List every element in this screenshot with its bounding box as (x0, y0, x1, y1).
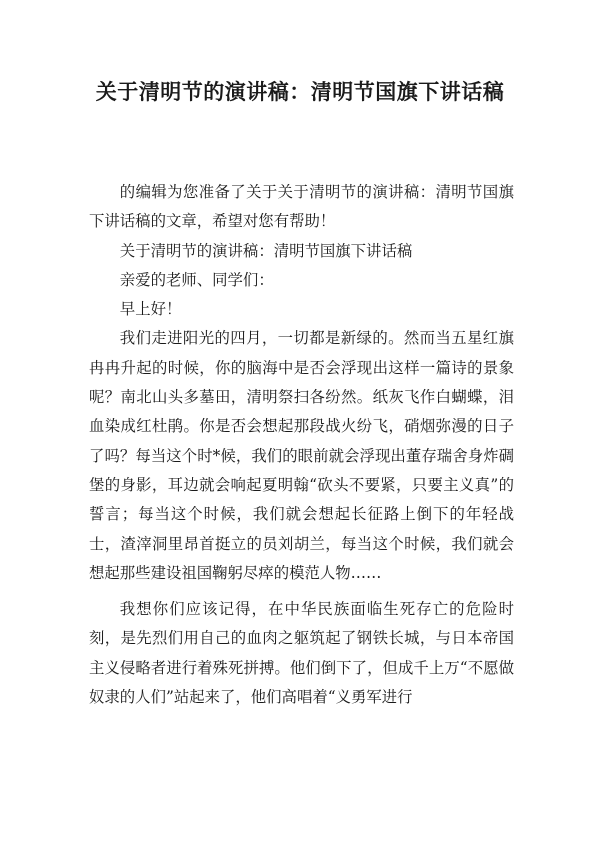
document-body (89, 178, 514, 712)
subtitle-paragraph: 关于清明节的演讲稿：清明节国旗下讲话稿 (119, 241, 413, 260)
greeting-paragraph: 早上好！ (119, 300, 182, 319)
body-paragraph: 我想你们应该记得，在中华民族面临生死存亡的危险时刻，是先烈们用自己的血肉之躯筑起了钢铁长城，与日本帝国主义侵略者进行着殊死拼搏。他们倒下了，但成千上万“不愿做奴隶的人们”站起来了，他们高唱着“义勇军进行 (89, 600, 514, 707)
salutation-paragraph: 亲爱的老师、同学们： (119, 270, 274, 289)
document-title: 关于清明节的演讲稿：清明节国旗下讲话稿 (95, 80, 505, 104)
intro-paragraph: 的编辑为您准备了关于关于清明节的演讲稿：清明节国旗下讲话稿的文章，希望对您有帮助！ (89, 183, 514, 231)
body-paragraph: 我们走进阳光的四月，一切都是新绿的。然而当五星红旗冉冉升起的时候，你的脑海中是否会浮现出这样一篇诗的景象呢？南北山头多墓田，清明祭扫各纷然。纸灰飞作白蝴蝶，泪血染成红杜鹃。你是否会想起那段战火纷飞，硝烟弥漫的日子了吗？每当这个时*候，我们的眼前就会浮现出董存瑞舍身炸碉堡的身影，耳边就会响起夏明翰“砍头不要紧，只要主义真”的誓言；每当这个时候，我们就会想起长征路上倒下的年轻战士，渣滓洞里昂首挺立的员刘胡兰，每当这个时候，我们就会想起那些建设祖国鞠躬尽瘁的模范人物…… (89, 329, 514, 582)
